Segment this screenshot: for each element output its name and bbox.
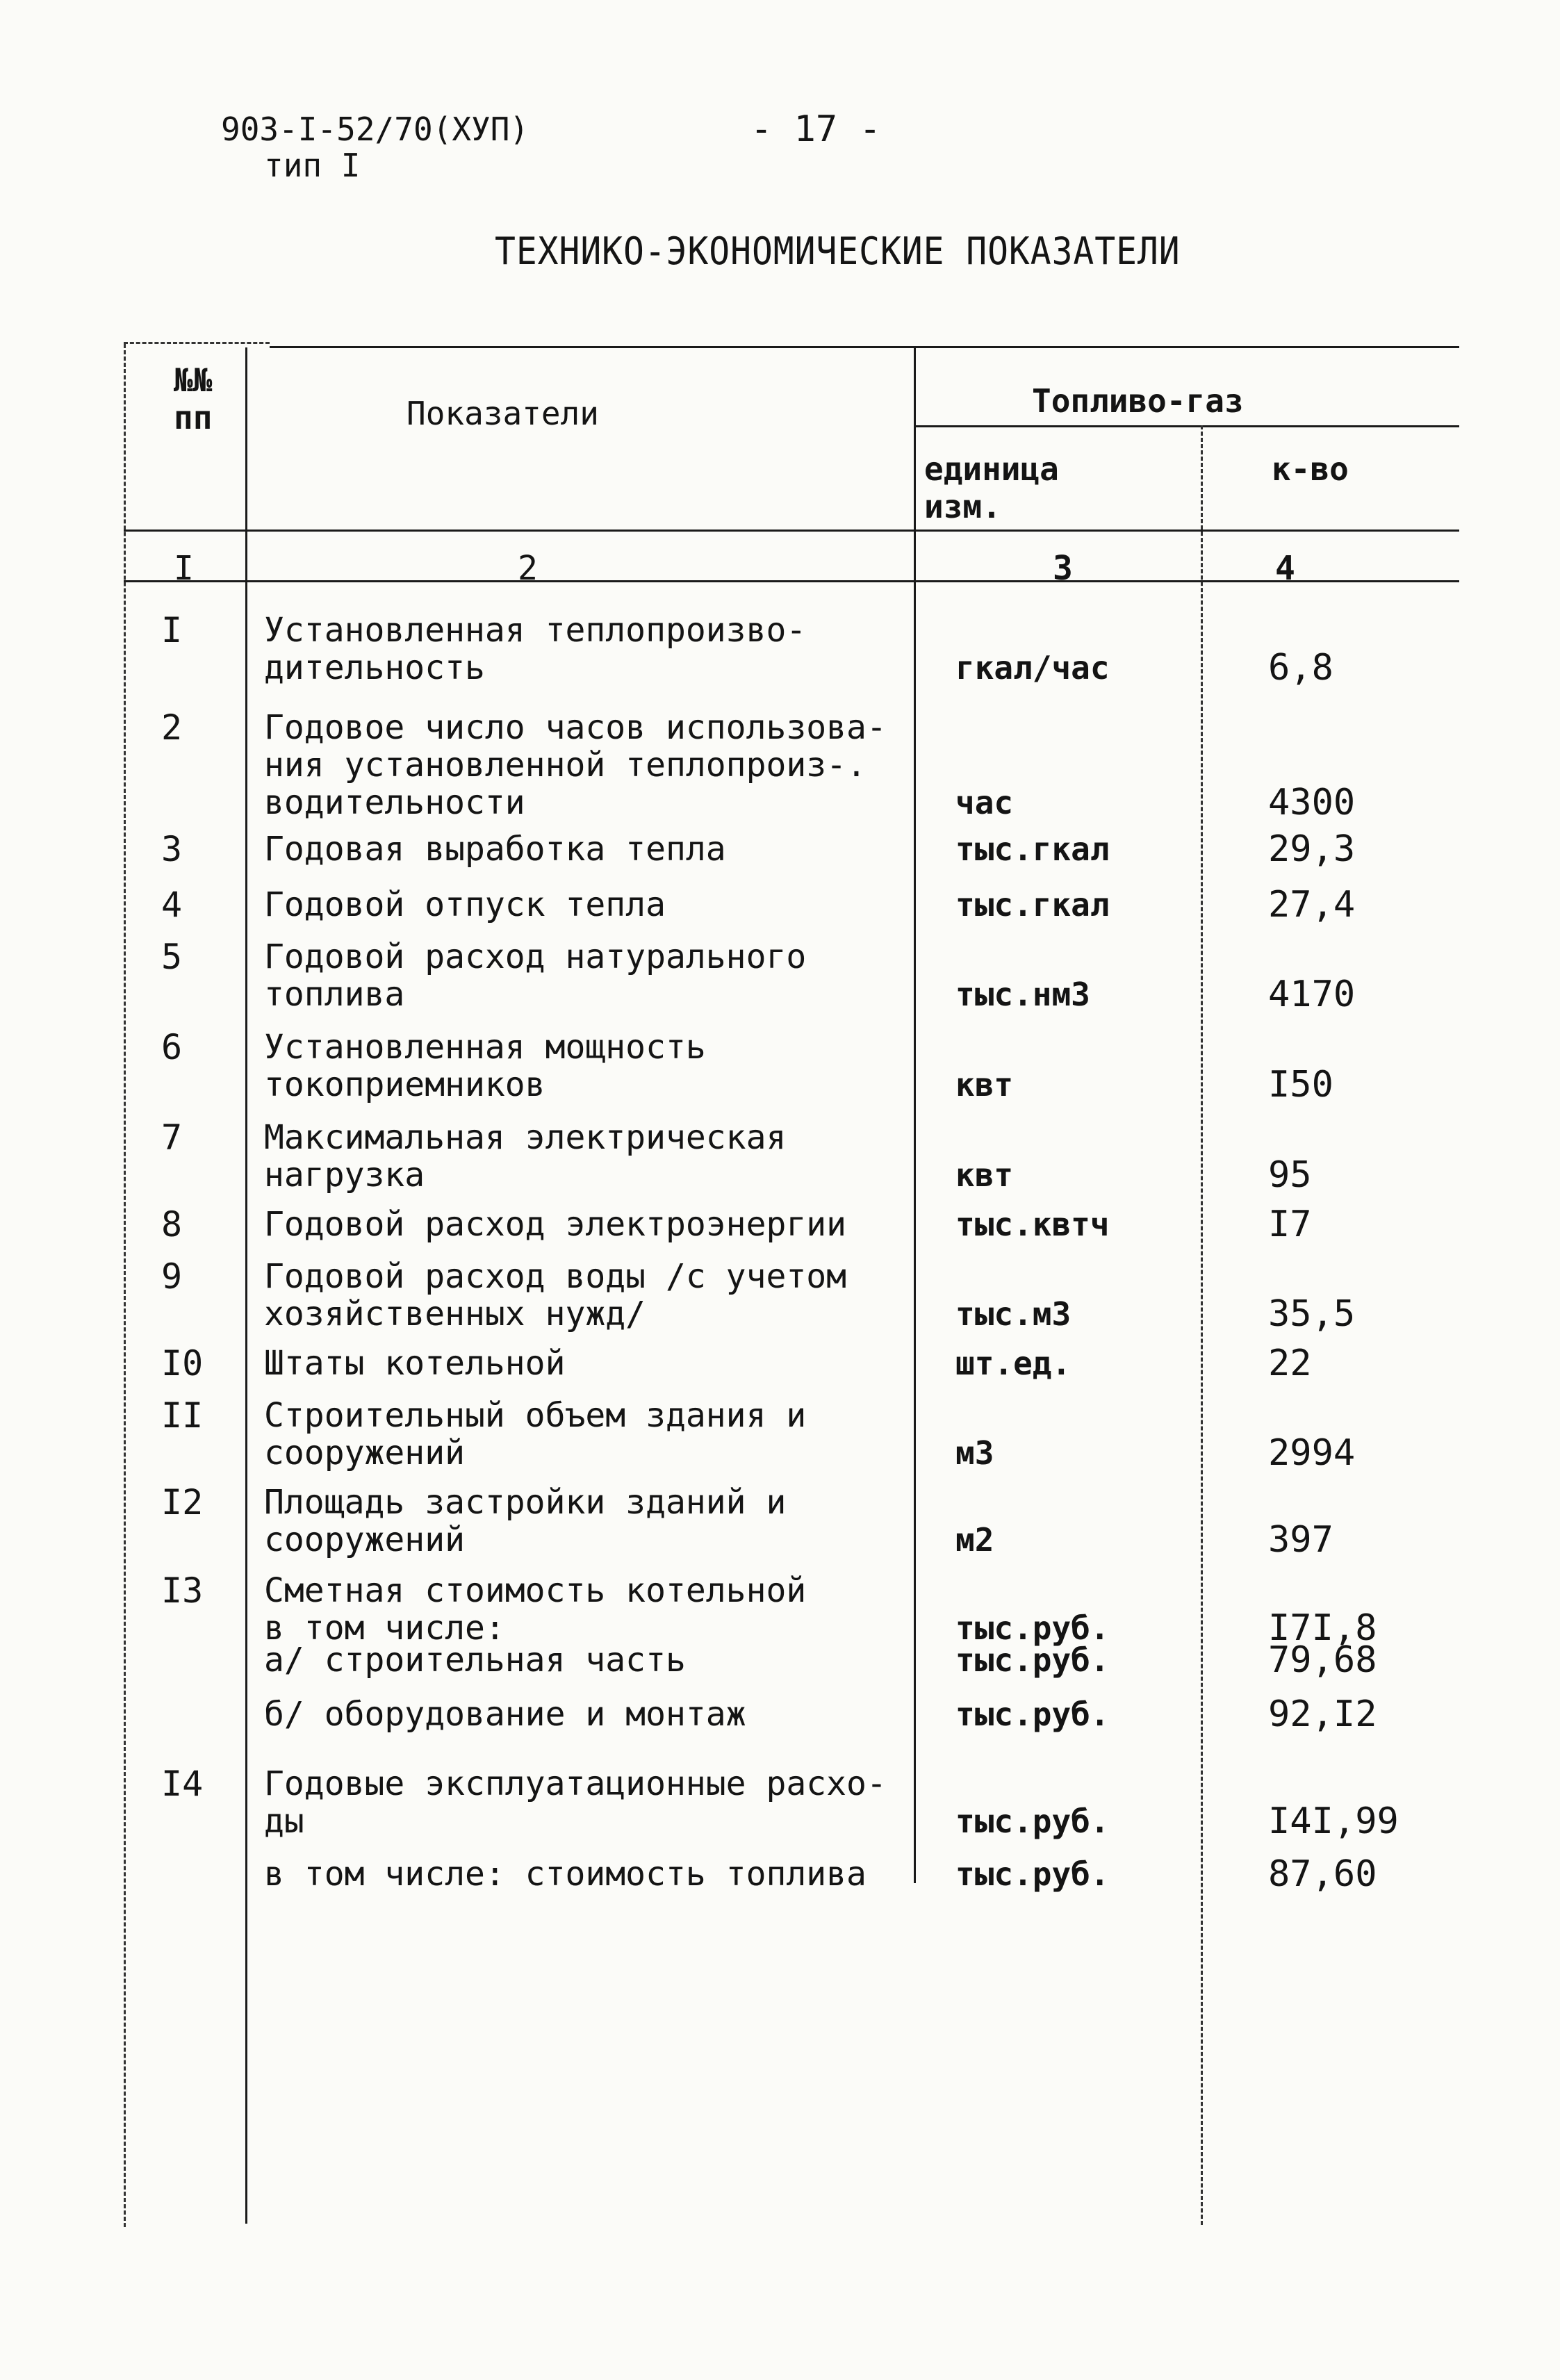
row-unit: тыс.м3 — [955, 1295, 1072, 1333]
row-indicator-text: Установленная теплопроизво- дительность — [264, 611, 807, 687]
row-number: 5 — [161, 937, 183, 977]
row-quantity: 79,68 — [1268, 1639, 1377, 1681]
row-unit: тыс.гкал — [955, 830, 1110, 868]
row-indicator-text: Годовое число часов использова- ния установленной теплопроиз-. водительности — [264, 708, 887, 822]
row-unit: тыс.руб. — [955, 1696, 1110, 1733]
row-number: I — [161, 610, 183, 650]
row-indicator-text: Годовой расход натурального топлива — [264, 937, 807, 1014]
row-number: 8 — [161, 1204, 183, 1245]
row-quantity: 35,5 — [1268, 1293, 1356, 1335]
row-unit: тыс.гкал — [955, 886, 1110, 924]
row-number: 3 — [161, 829, 183, 869]
row-indicator-text: Годовой расход воды /с учетом хозяйственных нужд/ — [264, 1257, 847, 1333]
row-quantity: 95 — [1268, 1154, 1312, 1196]
row-quantity: 4170 — [1268, 974, 1356, 1015]
row-quantity: 29,3 — [1268, 828, 1356, 870]
row-indicator-text: Площадь застройки зданий и сооружений — [264, 1483, 787, 1559]
row-number: 2 — [161, 707, 183, 748]
row-unit: тыс.руб. — [955, 1609, 1110, 1647]
row-unit: квт — [955, 1066, 1014, 1103]
row-unit: тыс.квтч — [955, 1206, 1110, 1243]
row-number: 4 — [161, 885, 183, 925]
row-indicator-text: Штаты котельной — [264, 1344, 566, 1383]
row-indicator-text: Максимальная электрическая нагрузка — [264, 1118, 787, 1195]
row-quantity: 27,4 — [1268, 884, 1356, 926]
row-indicator-text: Сметная стоимость котельной в том числе: — [264, 1571, 807, 1648]
row-number: 9 — [161, 1256, 183, 1297]
header-unit: единица изм. — [924, 450, 1059, 525]
row-indicator-text: Годовой отпуск тепла — [264, 885, 666, 924]
row-quantity: I7 — [1268, 1204, 1312, 1245]
header-indicators: Показатели — [407, 395, 599, 432]
row-number: 7 — [161, 1117, 183, 1158]
row-quantity: 6,8 — [1268, 647, 1333, 689]
row-quantity: 87,60 — [1268, 1853, 1377, 1895]
row-unit: квт — [955, 1156, 1014, 1194]
row-indicator-text: Строительный объем здания и сооружений — [264, 1396, 807, 1472]
column-number-4: 4 — [1275, 549, 1295, 588]
row-indicator-text: Установленная мощность токоприемников — [264, 1028, 706, 1104]
row-indicator-text: Годовая выработка тепла — [264, 830, 726, 869]
header-num: №№ пп — [174, 361, 213, 436]
row-unit: тыс.нм3 — [955, 976, 1090, 1013]
document-type: тип I — [264, 147, 361, 184]
row-indicator-text: а/ строительная часть — [264, 1641, 686, 1680]
row-quantity: 2994 — [1268, 1432, 1356, 1474]
row-unit: час — [955, 784, 1014, 821]
row-unit: гкал/час — [955, 649, 1110, 687]
row-indicator-text: б/ оборудование и монтаж — [264, 1695, 746, 1734]
row-quantity: 397 — [1268, 1519, 1333, 1561]
row-unit: шт.ед. — [955, 1345, 1072, 1382]
row-number: 6 — [161, 1027, 183, 1067]
row-unit: тыс.руб. — [955, 1855, 1110, 1893]
row-indicator-text: Годовой расход электроэнергии — [264, 1205, 847, 1244]
row-unit: м3 — [955, 1434, 994, 1472]
row-number: I0 — [161, 1343, 204, 1384]
header-fuel-gas: Топливо-газ — [1032, 382, 1244, 420]
row-quantity: I50 — [1268, 1064, 1333, 1106]
column-number-2: 2 — [518, 549, 538, 588]
row-quantity: 22 — [1268, 1343, 1312, 1384]
row-quantity: 92,I2 — [1268, 1693, 1377, 1735]
row-number: I3 — [161, 1570, 204, 1611]
row-unit: тыс.руб. — [955, 1803, 1110, 1840]
row-number: I4 — [161, 1764, 204, 1804]
column-number-1: I — [174, 549, 194, 588]
row-indicator-text: Годовые эксплуатационные расхо- ды — [264, 1764, 887, 1841]
column-number-3: 3 — [1053, 549, 1073, 588]
row-indicator-text: в том числе: стоимость топлива — [264, 1855, 867, 1894]
row-quantity: I4I,99 — [1268, 1800, 1399, 1842]
row-number: II — [161, 1395, 204, 1436]
row-unit: тыс.руб. — [955, 1641, 1110, 1679]
row-number: I2 — [161, 1482, 204, 1523]
header-qty: к-во — [1272, 450, 1349, 488]
document-code: 903-I-52/70(ХУП) — [221, 110, 529, 148]
row-unit: м2 — [955, 1521, 994, 1559]
row-quantity: I7I,8 — [1268, 1607, 1377, 1649]
page-number: - 17 - — [750, 108, 881, 150]
row-quantity: 4300 — [1268, 782, 1356, 823]
page-title: ТЕХНИКО-ЭКОНОМИЧЕСКИЕ ПОКАЗАТЕЛИ — [495, 229, 1181, 273]
